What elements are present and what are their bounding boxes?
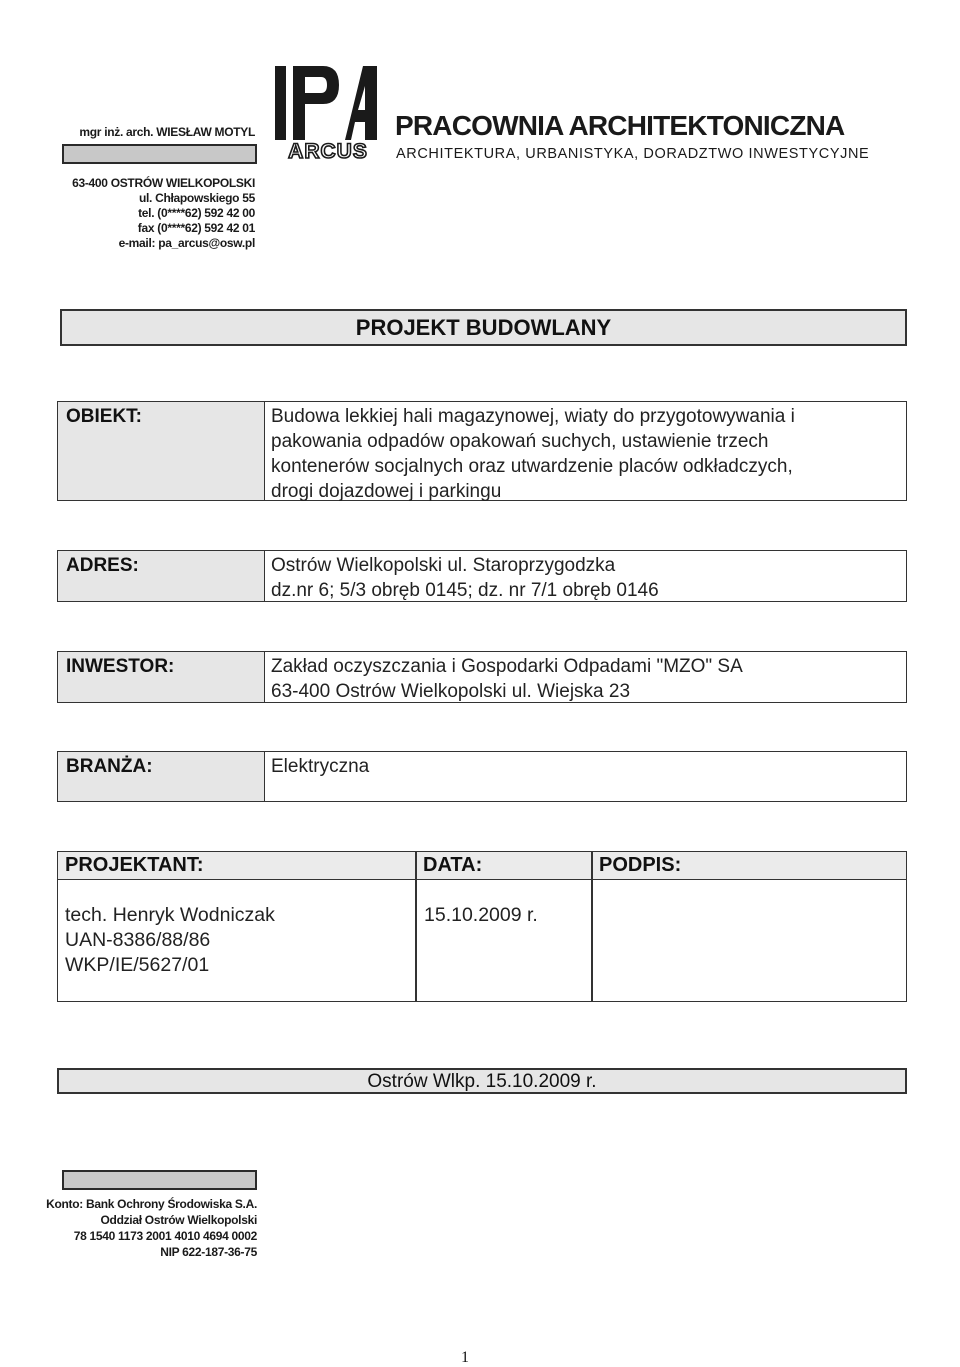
letterhead-bar bbox=[62, 144, 257, 164]
obiekt-value bbox=[265, 402, 906, 500]
page-number: 1 bbox=[461, 1349, 469, 1366]
designer-details bbox=[65, 903, 275, 978]
author-name: mgr inż. arch. WIESŁAW MOTYL bbox=[79, 125, 255, 139]
document-title: PROJEKT BUDOWLANY bbox=[60, 309, 907, 346]
inwestor-label: INWESTOR: bbox=[58, 652, 265, 702]
obiekt-line-3: kontenerów socjalnych oraz utwardzenie placów odkładczych, bbox=[271, 456, 793, 477]
obiekt-line-1: Budowa lekkiej hali magazynowej, wiaty do przygotowywania i bbox=[271, 406, 795, 427]
fax: fax (0****62) 592 42 01 bbox=[137, 221, 255, 235]
inwestor-value bbox=[265, 652, 906, 702]
phone: tel. (0****62) 592 42 00 bbox=[138, 206, 255, 220]
branza-label: BRANŻA: bbox=[58, 752, 265, 801]
footer-bar bbox=[62, 1170, 257, 1190]
bank-branch: Oddział Ostrów Wielkopolski bbox=[100, 1213, 257, 1227]
header-podpis: PODPIS: bbox=[599, 854, 682, 876]
row-branza bbox=[57, 751, 907, 802]
logo-text: ARCUS bbox=[288, 140, 368, 162]
bank-name: Konto: Bank Ochrony Środowiska S.A. bbox=[46, 1197, 257, 1211]
adres-value bbox=[265, 551, 906, 601]
obiekt-label: OBIEKT: bbox=[58, 402, 265, 500]
header-data: DATA: bbox=[423, 854, 483, 876]
column-divider bbox=[591, 852, 593, 1001]
designer-license-2: WKP/IE/5627/01 bbox=[65, 954, 210, 976]
obiekt-line-2: pakowania odpadów opakowań suchych, ustawienie trzech bbox=[271, 431, 769, 452]
row-inwestor bbox=[57, 651, 907, 703]
inwestor-line-1: Zakład oczyszczania i Gospodarki Odpadami "MZO" SA bbox=[271, 656, 743, 677]
nip-number: NIP 622-187-36-75 bbox=[160, 1245, 257, 1259]
adres-line-2: dz.nr 6; 5/3 obręb 0145; dz. nr 7/1 obręb 0146 bbox=[271, 580, 659, 601]
inwestor-line-2: 63-400 Ostrów Wielkopolski ul. Wiejska 23 bbox=[271, 681, 631, 702]
company-name: PRACOWNIA ARCHITEKTONICZNA bbox=[395, 110, 845, 141]
email: e-mail: pa_arcus@osw.pl bbox=[118, 236, 255, 250]
address-city: 63-400 OSTRÓW WIELKOPOLSKI bbox=[72, 176, 255, 190]
company-subtitle: ARCHITEKTURA, URBANISTYKA, DORADZTWO INWESTYCYJNE bbox=[396, 146, 870, 162]
designer-license-1: UAN-8386/88/86 bbox=[65, 929, 211, 951]
arcus-logo bbox=[275, 66, 381, 162]
letterhead-contact bbox=[35, 176, 255, 251]
header-projektant: PROJEKTANT: bbox=[65, 854, 204, 876]
column-divider bbox=[415, 852, 417, 1001]
designer-name: tech. Henryk Wodniczak bbox=[65, 904, 275, 926]
branza-value bbox=[265, 752, 906, 801]
branza-line-1: Elektryczna bbox=[271, 756, 370, 777]
address-street: ul. Chłapowskiego 55 bbox=[138, 191, 255, 205]
obiekt-line-4: drogi dojazdowej i parkingu bbox=[271, 481, 502, 502]
row-obiekt bbox=[57, 401, 907, 501]
bank-account: 78 1540 1173 2001 4010 4694 0002 bbox=[73, 1229, 257, 1243]
letterhead-author bbox=[35, 125, 255, 140]
row-adres bbox=[57, 550, 907, 602]
designer-table bbox=[57, 851, 907, 1002]
place-date: Ostrów Wlkp. 15.10.2009 r. bbox=[57, 1068, 907, 1094]
adres-label: ADRES: bbox=[58, 551, 265, 601]
bank-details bbox=[7, 1196, 257, 1260]
adres-line-1: Ostrów Wielkopolski ul. Staroprzygodzka bbox=[271, 555, 616, 576]
designer-date: 15.10.2009 r. bbox=[424, 904, 538, 926]
